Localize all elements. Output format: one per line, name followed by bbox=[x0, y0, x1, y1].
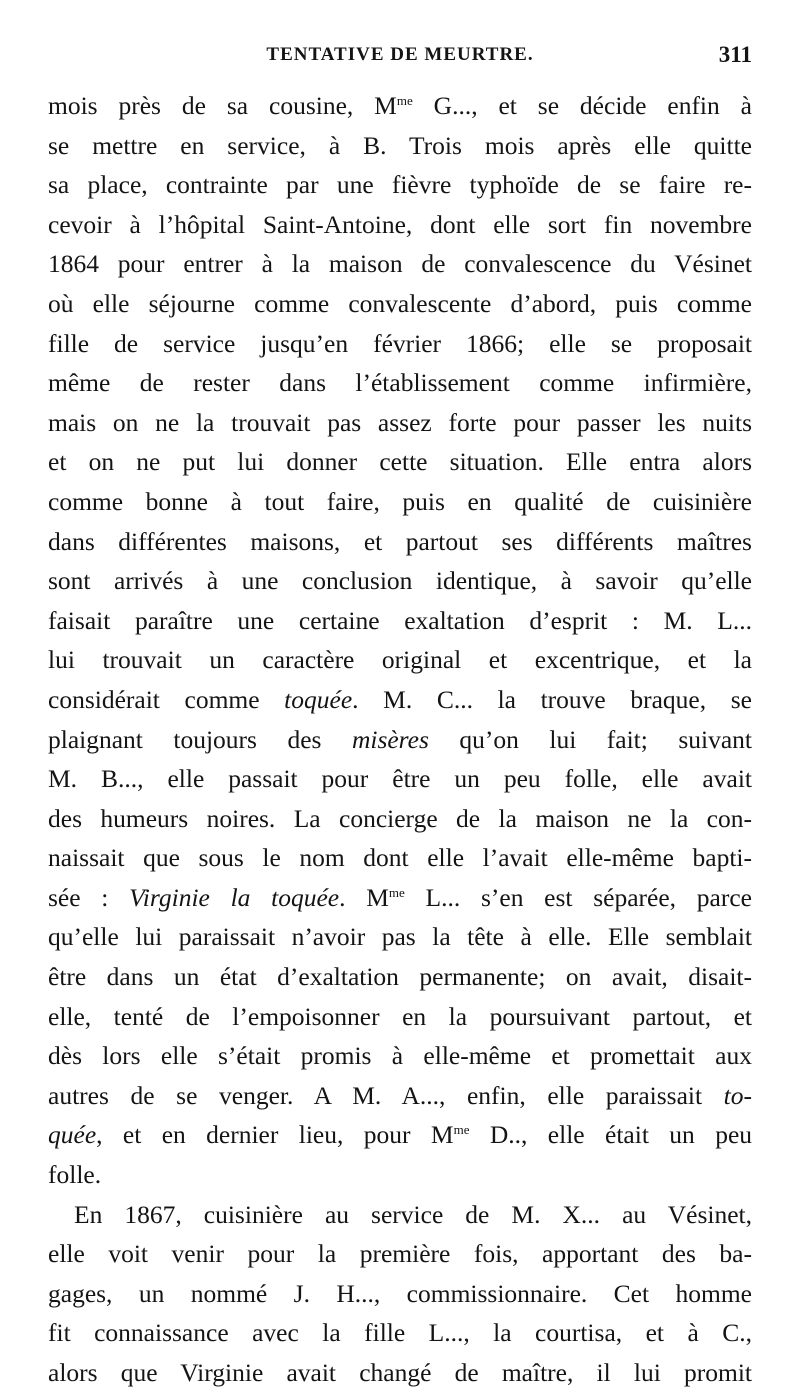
text-line: où elle séjourne comme convalescente d’abord, puis comme bbox=[48, 288, 752, 318]
text-line: 1864 pour entrer à la maison de convalescence du Vésinet bbox=[48, 249, 752, 279]
running-head bbox=[48, 44, 752, 74]
text-line: lui trouvait un caractère original et excentrique, et la bbox=[48, 645, 752, 675]
text-line: elle, tenté de l’empoisonner en la poursuivant partout, et bbox=[48, 1001, 752, 1031]
text-line: et on ne put lui donner cette situation. Elle entra alors bbox=[48, 447, 752, 477]
text-line: fille de service jusqu’en février 1866; elle se proposait bbox=[48, 328, 752, 358]
text-line: alors que Virginie avait changé de maître, il lui promit bbox=[48, 1358, 752, 1387]
text-line: fit connaissance avec la fille L..., la courtisa, et à C., bbox=[48, 1318, 752, 1348]
text-line: comme bonne à tout faire, puis en qualité de cuisinière bbox=[48, 486, 752, 516]
text-line: dès lors elle s’était promis à elle-même et promettait aux bbox=[48, 1041, 752, 1071]
text-line: sont arrivés à une conclusion identique, à savoir qu’elle bbox=[48, 566, 752, 596]
text-line: naissait que sous le nom dont elle l’avait elle-même bapti- bbox=[48, 843, 752, 873]
text-line: En 1867, cuisinière au service de M. X... au Vésinet, bbox=[74, 1199, 752, 1229]
text-line: elle voit venir pour la première fois, apportant des ba- bbox=[48, 1239, 752, 1269]
text-line: cevoir à l’hôpital Saint-Antoine, dont elle sort fin novembre bbox=[48, 209, 752, 239]
text-line: plaignant toujours des misères qu’on lui fait; suivant bbox=[48, 724, 752, 754]
text-line: mais on ne la trouvait pas assez forte pour passer les nuits bbox=[48, 407, 752, 437]
text-line: folle. bbox=[48, 1160, 102, 1190]
text-line: qu’elle lui paraissait n’avoir pas la tête à elle. Elle semblait bbox=[48, 922, 752, 952]
text-line: être dans un état d’exaltation permanente; on avait, disait- bbox=[48, 962, 752, 992]
text-line: se mettre en service, à B. Trois mois après elle quitte bbox=[48, 130, 752, 160]
text-line: gages, un nommé J. H..., commissionnaire. Cet homme bbox=[48, 1278, 752, 1308]
text-line: M. B..., elle passait pour être un peu folle, elle avait bbox=[48, 764, 752, 794]
text-line: sa place, contrainte par une fièvre typhoïde de se faire re- bbox=[48, 170, 752, 200]
text-line: dans différentes maisons, et partout ses différents maîtres bbox=[48, 526, 752, 556]
text-line: considérait comme toquée. M. C... la trouve braque, se bbox=[48, 684, 752, 714]
text-line: sée : Virginie la toquée. $M^{me}$ L... s’en est séparée, parce bbox=[48, 882, 752, 912]
text-line: mois près de sa cousine, $M^{me}$ G..., et se décide enfin à bbox=[48, 91, 752, 120]
running-title: TENTATIVE DE MEURTRE. bbox=[266, 44, 534, 65]
text-line: même de rester dans l’établissement comme infirmière, bbox=[48, 368, 752, 398]
body-text bbox=[48, 86, 752, 1393]
page-number: 311 bbox=[718, 42, 752, 67]
text-line: faisait paraître une certaine exaltation d’esprit : M. L... bbox=[48, 605, 752, 635]
text-line: autres de se venger. A M. A..., enfin, elle paraissait to- bbox=[48, 1080, 752, 1110]
text-line: quée, et en dernier lieu, pour $M^{me}$ D.., elle était un peu bbox=[48, 1120, 753, 1150]
text-line: des humeurs noires. La concierge de la maison ne la con- bbox=[48, 803, 752, 833]
